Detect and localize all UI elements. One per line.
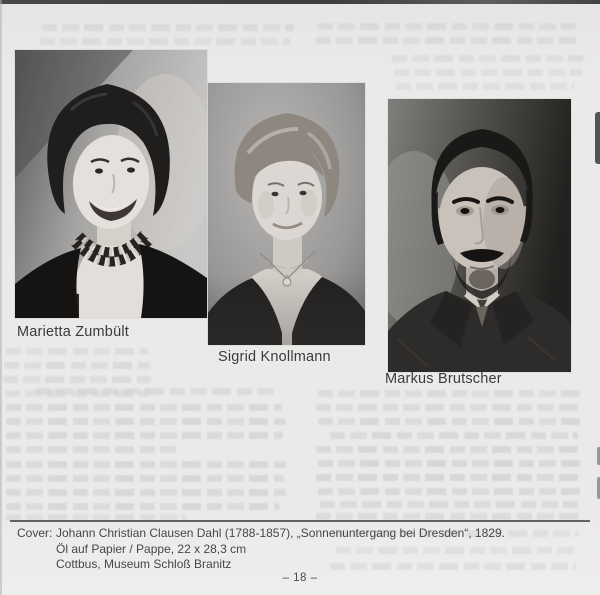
cover-credit-lines (56, 526, 505, 573)
bleed-through-text-line (6, 503, 280, 510)
caption-sigrid-knollmann: Sigrid Knollmann (218, 349, 331, 365)
cover-credit (17, 526, 505, 573)
scan-edge-top (0, 0, 600, 4)
page-number: – 18 – (282, 572, 318, 584)
bleed-through-text-line (330, 432, 578, 439)
bleed-through-text-line (318, 23, 576, 30)
bleed-through-text-line (3, 376, 151, 383)
footer-divider (10, 520, 590, 522)
bleed-through-text-line (6, 461, 286, 468)
bleed-through-text-line (318, 488, 580, 495)
cover-credit-line: Cottbus, Museum Schloß Branitz (56, 557, 232, 571)
bleed-through-text-line (316, 513, 582, 520)
caption-marietta-zumbuelt: Marietta Zumbült (17, 324, 129, 340)
portrait-illustration (388, 99, 571, 372)
cover-credit-line: Öl auf Papier / Pappe, 22 x 28,3 cm (56, 541, 247, 556)
bleed-through-text-line (396, 83, 574, 90)
bleed-through-text-line (6, 404, 282, 411)
bleed-through-text-line (318, 390, 580, 397)
bleed-through-text-line (6, 489, 286, 496)
bleed-through-text-line (316, 37, 576, 44)
bleed-through-text-line (318, 460, 580, 467)
bleed-through-text-line (316, 446, 581, 453)
bleed-through-text-line (36, 388, 274, 395)
portrait-photo-marietta-zumbuelt (15, 50, 207, 318)
bleed-through-text-line (394, 69, 582, 76)
bleed-through-text-line (6, 418, 286, 425)
portrait-illustration (208, 83, 365, 345)
cover-credit-label: Cover: (17, 526, 53, 540)
portrait-photo-sigrid-knollmann (208, 83, 365, 345)
bleed-through-text-line (316, 474, 582, 481)
bleed-through-text-line (42, 24, 294, 31)
portrait-photo-markus-brutscher (388, 99, 571, 372)
cover-credit-line: Johann Christian Clausen Dahl (1788-1857), „Sonnenuntergang bei Dresden“, 1829. (56, 526, 505, 540)
bleed-through-text-line (6, 475, 284, 482)
bleed-through-text-line (6, 432, 283, 439)
portrait-illustration (15, 50, 207, 318)
caption-markus-brutscher: Markus Brutscher (385, 371, 502, 387)
bleed-through-text-line (316, 404, 582, 411)
scan-artifact-right (595, 112, 600, 164)
scan-edge-left (0, 0, 2, 595)
bleed-through-text-line (320, 501, 578, 508)
bleed-through-text-line (40, 38, 290, 45)
bleed-through-text-line (6, 348, 148, 355)
bleed-through-text-line (4, 362, 150, 369)
bleed-through-text-line (318, 418, 581, 425)
bleed-through-text-line (392, 55, 584, 62)
bleed-through-text-line (6, 446, 176, 453)
